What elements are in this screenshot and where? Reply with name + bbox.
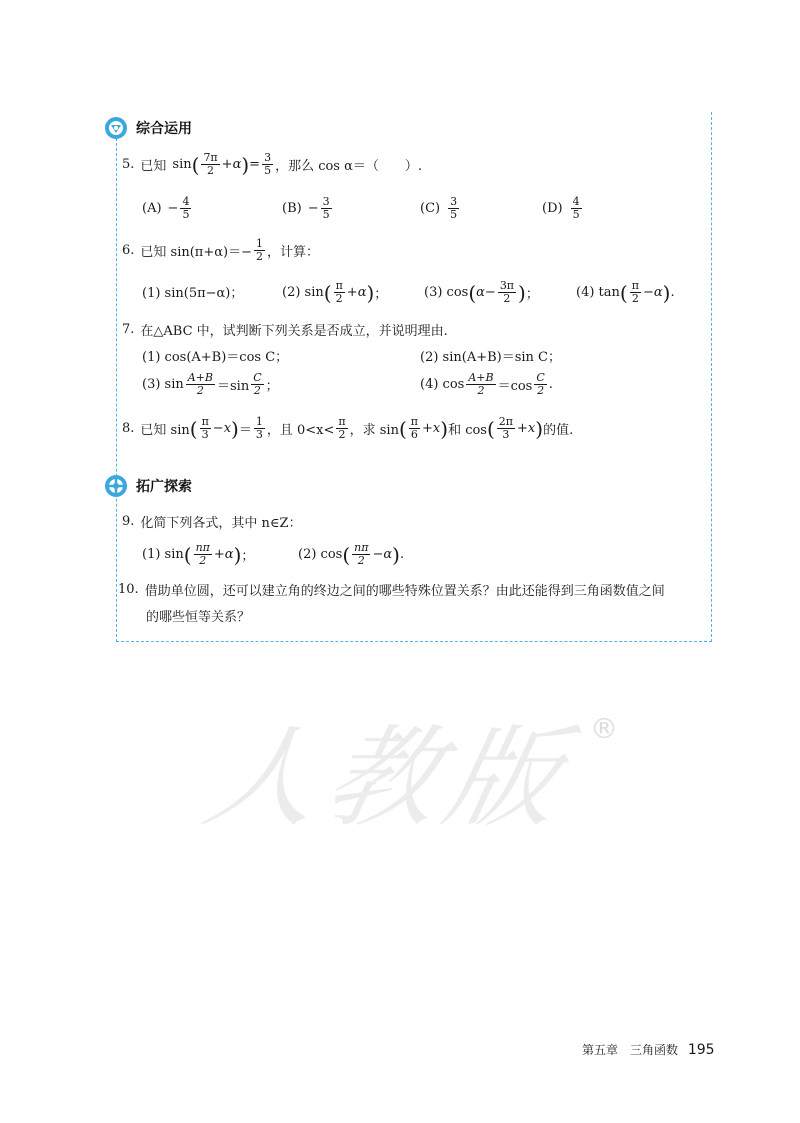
question-10 xyxy=(118,580,665,599)
q7-text: 在△ABC 中，试判断下列关系是否成立，并说明理由. xyxy=(140,324,448,339)
part-label: (2) cos xyxy=(298,547,343,562)
part-rest: +α xyxy=(346,285,367,300)
q6-part-3: (3) cos ( α− $\frac{3\pi}{2}$ ) ； xyxy=(424,279,539,305)
fraction: $\frac{4}{5}$ xyxy=(572,195,580,221)
q6-text-a: 已知 sin(π+α)＝− xyxy=(140,245,252,260)
fraction: $\frac{C}{2}$ xyxy=(536,371,545,397)
registered-mark: ® xyxy=(590,712,618,745)
q5-plus-alpha: +α xyxy=(221,157,242,172)
question-number: 7. xyxy=(122,322,135,337)
fraction: $\frac{1}{2}$ xyxy=(256,237,263,263)
part-end: ； xyxy=(374,287,388,302)
q8-text-a: 已知 sin xyxy=(140,423,190,438)
exercise-frame-left-border xyxy=(116,128,117,642)
fraction: $\frac{3}{5}$ xyxy=(450,195,458,221)
question-6 xyxy=(122,238,319,263)
q5-text-b: ，那么 cos α＝（ ）. xyxy=(275,159,423,174)
fraction: $\frac{C}{2}$ xyxy=(253,371,262,397)
q8-eq: ＝ xyxy=(238,423,252,438)
fraction: $\frac{3\pi}{2}$ xyxy=(499,279,515,305)
question-10-cont xyxy=(146,606,250,625)
paren-open: ( xyxy=(191,152,200,177)
q8-text-e: 的值. xyxy=(543,423,574,438)
q9-part-2: (2) cos ( $\frac{n\pi}{2}$ −α ) . xyxy=(298,541,405,567)
question-7 xyxy=(122,320,448,339)
q9-part-1: (1) sin ( $\frac{n\pi}{2}$ +α ) ； xyxy=(142,541,255,567)
part-end: . xyxy=(399,547,405,562)
question-8: 8. 已知 sin ( $\frac{\pi}{3}$ −x ) ＝ $\frac{1}{3}$ ，且 0<x< $\frac{\pi}{2}$ ，求 sin ( $\frac{\pi}{6}$ +x ) 和 cos ( $\frac{2\pi}{3}$ +x ) 的值. xyxy=(122,415,574,441)
question-5 xyxy=(122,152,422,177)
part-label: (2) sin xyxy=(282,285,324,300)
fraction: $\frac{7\pi}{2}$ xyxy=(203,151,218,177)
fraction: $\frac{A+B}{2}$ xyxy=(468,371,494,397)
option-label: (A) xyxy=(142,201,162,216)
q7-part-2 xyxy=(420,346,561,365)
option-a xyxy=(142,196,193,221)
q9-text: 化简下列各式，其中 n∈Z： xyxy=(140,516,302,531)
paren-close: ) xyxy=(241,152,250,177)
part-text: (1) cos(A+B)＝cos C； xyxy=(142,350,289,365)
part-rest: +α xyxy=(213,547,234,562)
section-title: 拓广探索 xyxy=(136,479,192,495)
section-heading-explore xyxy=(104,474,192,498)
fraction: $\frac{\pi}{2}$ xyxy=(631,279,639,305)
part-rest: −α xyxy=(372,547,393,562)
option-label: (C) xyxy=(420,201,441,216)
q8-text-b: ，且 0<x< xyxy=(266,423,335,438)
part-label: (3) sin xyxy=(142,377,184,392)
q6-part-2: (2) sin ( $\frac{\pi}{2}$ +α ) ； xyxy=(282,279,388,305)
part-end: ； xyxy=(265,379,279,394)
option-sign: − xyxy=(167,201,179,216)
publisher-watermark: 人教版 xyxy=(194,714,582,842)
part-text: (2) sin(A+B)＝sin C； xyxy=(420,350,562,365)
fraction: $\frac{1}{3}$ xyxy=(255,415,263,441)
q5-text-a: 已知 xyxy=(140,159,167,174)
q7-part-3 xyxy=(142,372,279,397)
fraction: $\frac{3}{5}$ xyxy=(322,195,330,221)
section-title: 综合运用 xyxy=(136,121,192,137)
part-end: . xyxy=(670,285,675,300)
question-number: 9. xyxy=(122,514,135,529)
q6-text-b: ，计算： xyxy=(267,245,320,260)
fraction: $\frac{\pi}{3}$ xyxy=(201,415,209,441)
chapter-title: 第五章 三角函数 xyxy=(582,1043,679,1057)
part-label: (1) sin xyxy=(142,547,184,562)
question-number: 8. xyxy=(122,421,135,436)
q8-rest: −x xyxy=(212,421,232,436)
q5-sin: sin xyxy=(172,157,192,172)
fraction: $\frac{\pi}{2}$ xyxy=(335,279,343,305)
part-label: (3) cos xyxy=(424,285,469,300)
option-sign: − xyxy=(307,201,319,216)
part-label: (4) tan xyxy=(576,285,620,300)
fraction: $\frac{A+B}{2}$ xyxy=(187,371,213,397)
question-9 xyxy=(122,512,302,531)
q10-line-1: 借助单位圆，还可以建立角的终边之间的哪些特殊位置关系？由此还能得到三角函数值之间 xyxy=(144,584,665,599)
q8-text-c: ，求 sin xyxy=(349,423,399,438)
part-label: (4) cos xyxy=(420,377,465,392)
q8-rest: +x xyxy=(517,421,536,436)
option-c xyxy=(420,196,461,221)
option-d xyxy=(542,196,584,221)
option-b xyxy=(282,196,334,221)
fraction: $\frac{\pi}{2}$ xyxy=(338,415,346,441)
question-number: 5. xyxy=(122,157,135,172)
fraction: $\frac{2\pi}{3}$ xyxy=(498,415,514,441)
part-rest: −α xyxy=(642,285,663,300)
explore-icon xyxy=(104,474,128,498)
page-number: 195 xyxy=(687,1042,715,1058)
fraction: $\frac{n\pi}{2}$ xyxy=(354,541,369,567)
part-mid: ＝cos xyxy=(497,379,533,394)
comprehensive-use-icon xyxy=(104,116,128,140)
q7-part-1 xyxy=(142,346,288,365)
q8-text-d: 和 cos xyxy=(448,423,487,438)
fraction: $\frac{3}{5}$ xyxy=(264,151,272,177)
fraction: $\frac{\pi}{6}$ xyxy=(410,415,419,441)
page-footer xyxy=(582,1041,715,1058)
q6-part-4: (4) tan ( $\frac{\pi}{2}$ −α ) . xyxy=(576,279,675,305)
part-end: . xyxy=(548,377,553,392)
option-label: (D) xyxy=(542,201,563,216)
question-number: 6. xyxy=(122,243,135,258)
part-mid: ＝sin xyxy=(217,379,250,394)
part-text: (1) sin(5π−α)； xyxy=(142,286,244,301)
q10-line-2: 的哪些恒等关系？ xyxy=(146,610,251,625)
q7-part-4 xyxy=(420,372,553,397)
fraction: $\frac{4}{5}$ xyxy=(182,195,190,221)
fraction: $\frac{n\pi}{2}$ xyxy=(195,541,210,567)
part-end: ； xyxy=(241,549,255,564)
section-heading-comprehensive xyxy=(104,116,192,140)
option-label: (B) xyxy=(282,201,302,216)
part-end: ； xyxy=(525,287,539,302)
q5-eq: = xyxy=(249,157,261,172)
question-number: 10. xyxy=(118,582,139,597)
part-pre: α− xyxy=(476,285,496,300)
q8-rest: +x xyxy=(422,421,441,436)
q6-part-1 xyxy=(142,282,243,301)
